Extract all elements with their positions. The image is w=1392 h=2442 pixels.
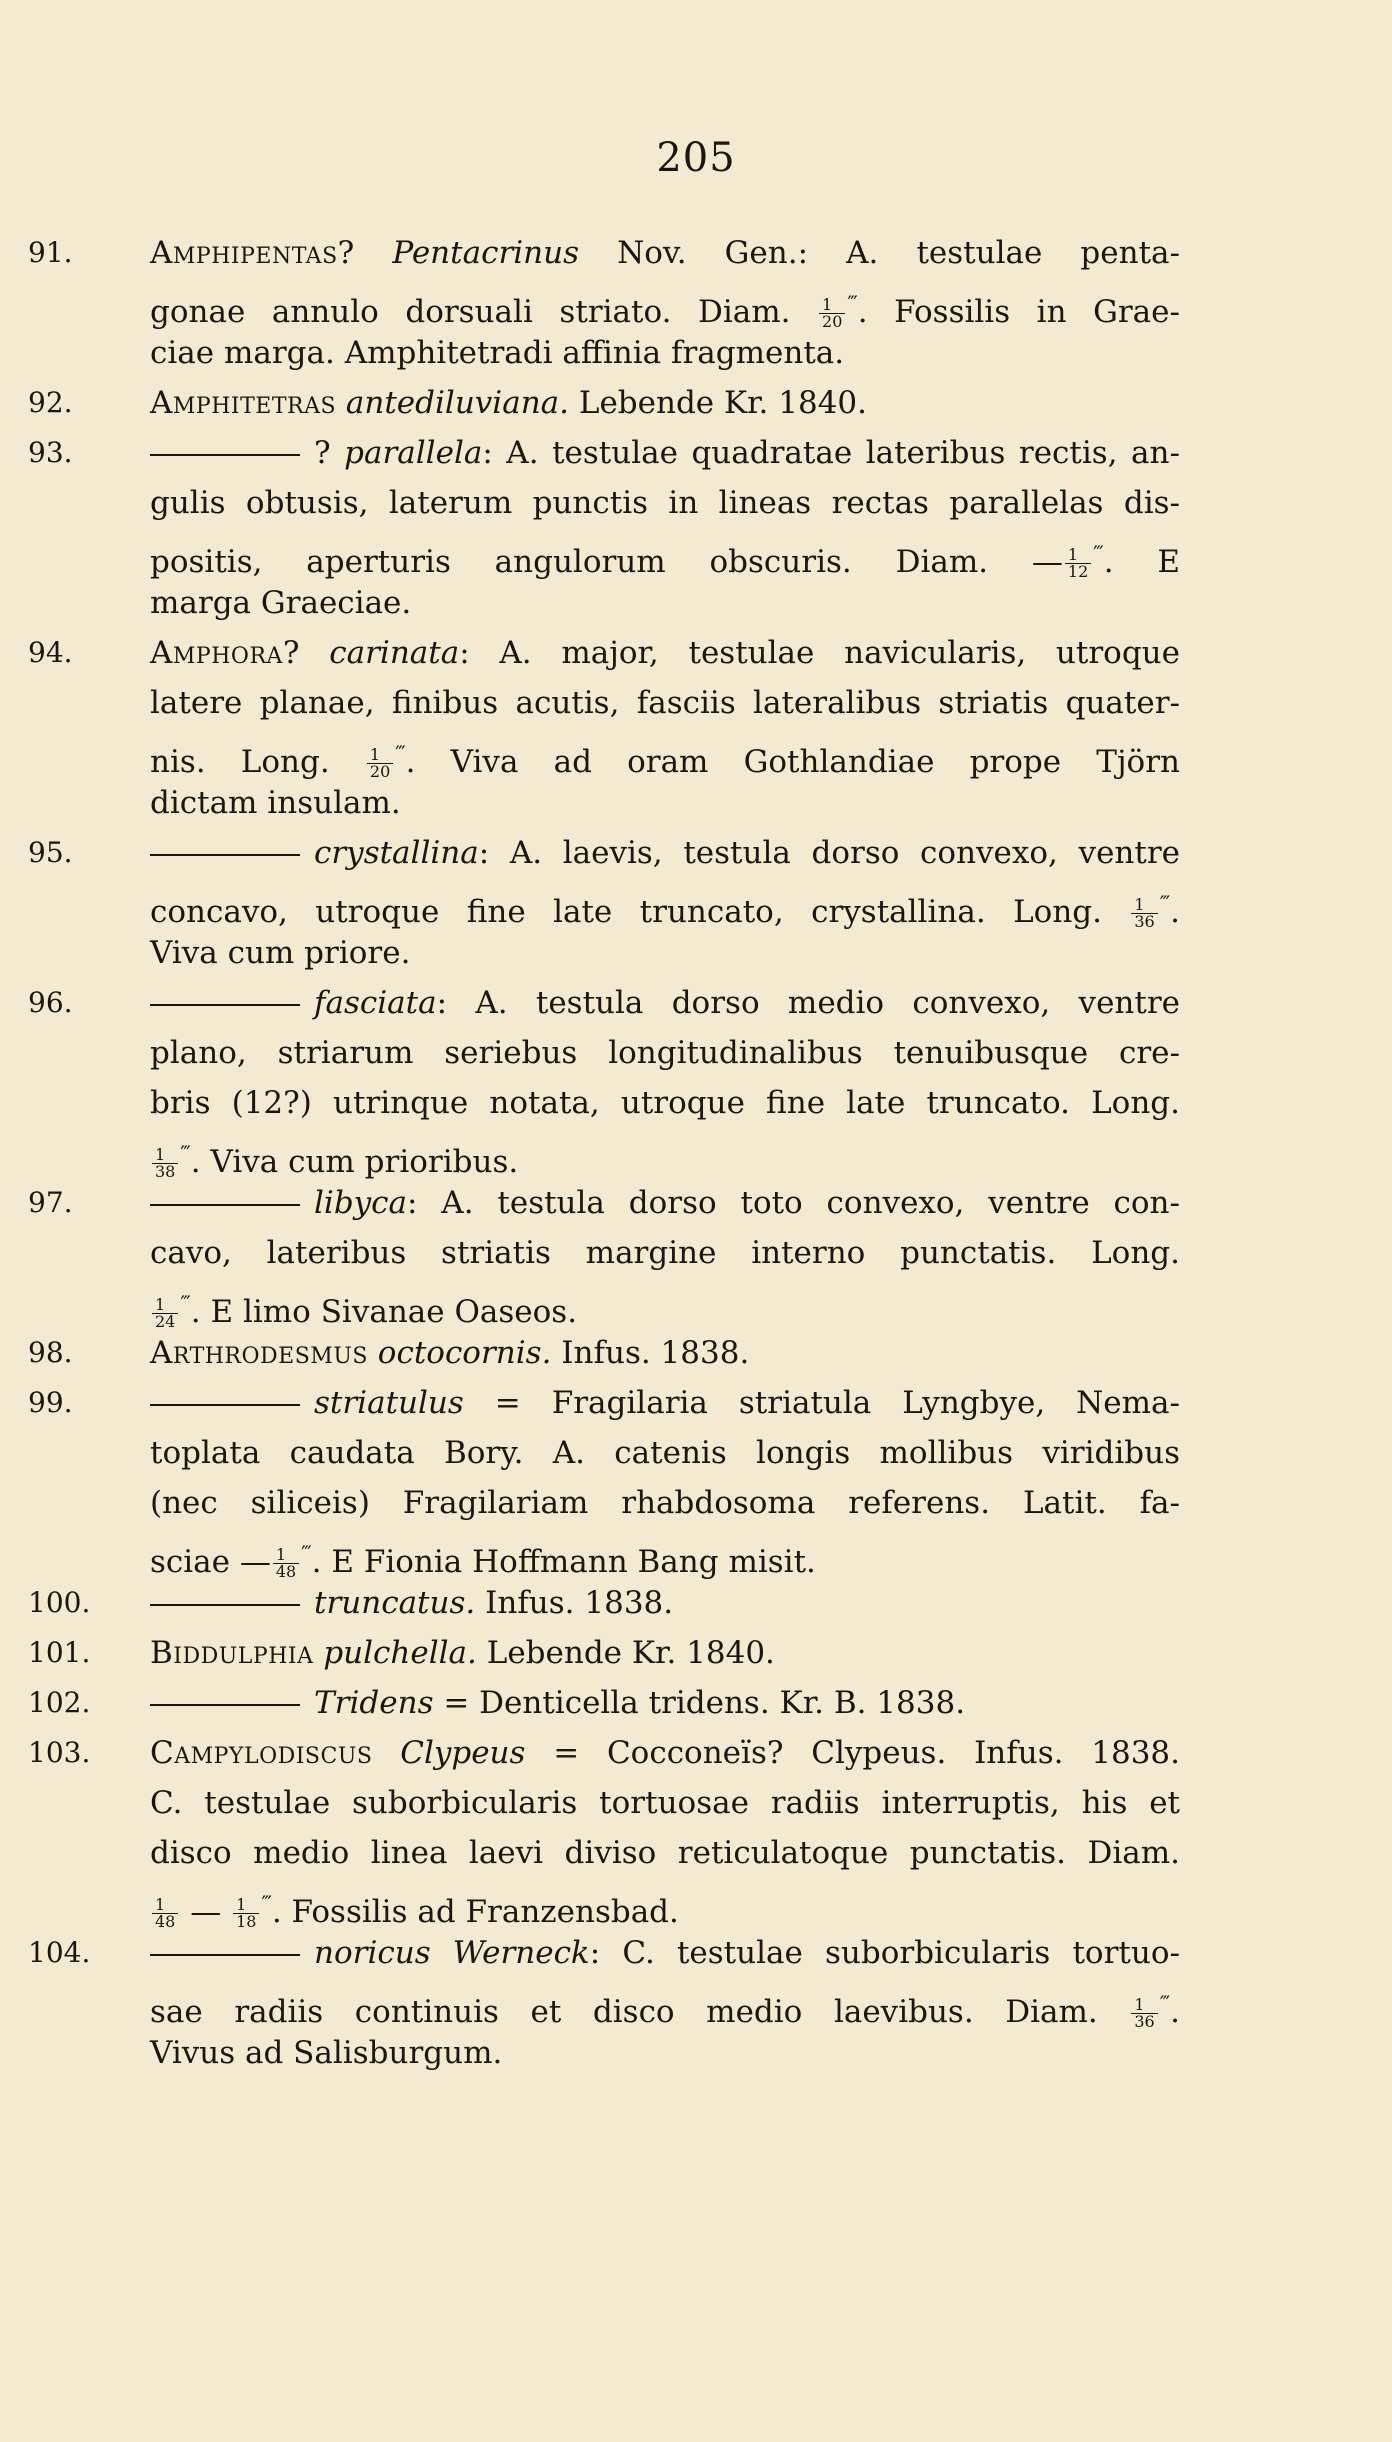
- fraction: [367, 747, 393, 780]
- text-run: (nec siliceis) Fragilariam rhabdosoma referens. Latit. fa-: [150, 1485, 1180, 1521]
- entry-text: [150, 1728, 1180, 1931]
- text-line: [150, 1828, 1180, 1878]
- fraction: [1131, 1997, 1157, 2030]
- text-line: [150, 1328, 1180, 1378]
- text-line: [150, 328, 1180, 378]
- entry-number: 104.: [28, 1936, 91, 1969]
- text-line: [150, 878, 1180, 931]
- line-unit-mark: ‴: [180, 1291, 191, 1315]
- entry: [0, 1928, 1392, 2078]
- entry: [0, 1628, 1392, 1678]
- entry-number: 103.: [28, 1736, 91, 1769]
- text-run: Infus. 1838.: [551, 1335, 750, 1371]
- species-name: Pentacrinus: [392, 235, 580, 271]
- text-run: = Denticella tridens. Kr. B. 1838.: [433, 1685, 966, 1721]
- text-run: gonae annulo dorsuali striato. Diam.: [150, 294, 818, 330]
- entry-number: 93.: [28, 436, 73, 469]
- line-unit-mark: ‴: [847, 291, 858, 315]
- fraction-denominator: 38: [155, 1162, 176, 1181]
- entry-text: [150, 1928, 1180, 2078]
- fraction: [1065, 547, 1091, 580]
- text-line: [150, 1278, 1180, 1331]
- fraction-denominator: 20: [822, 312, 843, 331]
- fraction-denominator: 18: [236, 1912, 257, 1931]
- text-run: : A. testula dorso medio convexo, ventre: [436, 985, 1180, 1021]
- genus-name: Campylodiscus: [150, 1735, 373, 1771]
- text-line: [150, 1878, 1180, 1931]
- fraction-numerator: 1: [1131, 897, 1157, 914]
- fraction-denominator: 12: [1067, 562, 1089, 581]
- text-run: . Fossilis in Grae-: [857, 294, 1180, 330]
- text-line: [150, 928, 1180, 978]
- ditto-rule: [150, 1954, 300, 1956]
- fraction: [152, 1147, 178, 1180]
- text-line: [150, 728, 1180, 781]
- ditto-rule: [150, 454, 300, 456]
- entry-text: [150, 1378, 1180, 1581]
- ditto-rule: [150, 1004, 300, 1006]
- text-run: Infus. 1838.: [475, 1585, 674, 1621]
- text-run: . E Fionia Hoffmann Bang misit.: [311, 1544, 816, 1580]
- page-number: 205: [656, 135, 736, 181]
- text-run: : A. testulae quadratae lateribus rectis, an-: [482, 435, 1180, 471]
- entry: [0, 1178, 1392, 1331]
- line-unit-mark: ‴: [301, 1541, 312, 1565]
- text-run: . E limo Sivanae Oaseos.: [190, 1294, 578, 1330]
- fraction-numerator: 1: [233, 1897, 259, 1914]
- genus-name: Amphipentas: [150, 235, 338, 271]
- species-name: crystallina: [314, 835, 479, 871]
- entry-number: 100.: [28, 1586, 91, 1619]
- entry: [0, 1578, 1392, 1628]
- text-line: [150, 378, 1180, 428]
- line-unit-mark: ‴: [261, 1891, 272, 1915]
- text-line: [150, 1728, 1180, 1778]
- text-run: : C. testulae suborbicularis tortuo-: [589, 1935, 1180, 1971]
- text-run: Lebende Kr. 1840.: [569, 385, 868, 421]
- text-line: [150, 1378, 1180, 1428]
- line-unit-mark: ‴: [180, 1141, 191, 1165]
- entry-text: [150, 228, 1180, 378]
- entry-text: [150, 828, 1180, 978]
- text-run: [372, 1735, 400, 1771]
- text-line: [150, 678, 1180, 728]
- species-name: octocornis.: [377, 1335, 552, 1371]
- species-name: carinata: [329, 635, 460, 671]
- fraction-denominator: 48: [155, 1912, 176, 1931]
- fraction: [152, 1297, 178, 1330]
- ditto-rule: [150, 854, 300, 856]
- text-line: [150, 1078, 1180, 1128]
- text-line: [150, 1778, 1180, 1828]
- entry: [0, 1378, 1392, 1581]
- line-unit-mark: ‴: [1093, 541, 1104, 565]
- fraction-numerator: 1: [273, 1547, 299, 1564]
- text-run: . Fossilis ad Franzensbad.: [271, 1894, 679, 1930]
- text-line: [150, 278, 1180, 331]
- text-run: concavo, utroque fine late truncato, crystallina. Long.: [150, 894, 1130, 930]
- text-line: [150, 1528, 1180, 1581]
- text-line: [150, 828, 1180, 878]
- entry: [0, 378, 1392, 428]
- text-run: toplata caudata Bory. A. catenis longis mollibus viridibus: [150, 1435, 1180, 1471]
- entry-text: [150, 378, 1180, 428]
- text-run: marga Graeciae.: [150, 585, 412, 621]
- entry-number: 95.: [28, 836, 73, 869]
- text-run: disco medio linea laevi diviso reticulatoque punctatis. Diam.: [150, 1835, 1180, 1871]
- text-line: [150, 1428, 1180, 1478]
- genus-name: Biddulphia: [150, 1635, 314, 1671]
- entry-text: [150, 978, 1180, 1181]
- fraction-denominator: 48: [275, 1562, 297, 1581]
- species-name: striatulus: [314, 1385, 464, 1421]
- fraction-numerator: 1: [1065, 547, 1091, 564]
- ditto-rule: [150, 1404, 300, 1406]
- fraction-numerator: 1: [152, 1897, 178, 1914]
- text-run: Lebende Kr. 1840.: [476, 1635, 775, 1671]
- fraction-denominator: 36: [1134, 2012, 1155, 2031]
- text-run: .: [1170, 1994, 1180, 2030]
- text-run: positis, aperturis angulorum obscuris. Diam. —: [150, 544, 1063, 580]
- entry: [0, 1678, 1392, 1728]
- text-line: [150, 2028, 1180, 2078]
- entry-text: [150, 628, 1180, 828]
- text-line: [150, 1478, 1180, 1528]
- text-run: [336, 385, 346, 421]
- text-run: sciae —: [150, 1544, 271, 1580]
- text-run: plano, striarum seriebus longitudinalibus tenuibusque cre-: [150, 1035, 1180, 1071]
- species-name: parallela: [344, 435, 483, 471]
- entry: [0, 428, 1392, 628]
- fraction: [233, 1897, 259, 1930]
- text-run: [313, 1635, 323, 1671]
- entry: [0, 1728, 1392, 1931]
- fraction-denominator: 24: [155, 1312, 176, 1331]
- text-run: : A. testula dorso toto convexo, ventre con-: [407, 1185, 1180, 1221]
- fraction-numerator: 1: [819, 297, 845, 314]
- text-line: [150, 478, 1180, 528]
- entry-text: [150, 428, 1180, 628]
- entry-number: 94.: [28, 636, 73, 669]
- entry-number: 101.: [28, 1636, 91, 1669]
- species-name: truncatus.: [314, 1585, 476, 1621]
- line-unit-mark: ‴: [1159, 1991, 1171, 2015]
- entry: [0, 628, 1392, 828]
- text-line: [150, 228, 1180, 278]
- entry-number: 96.: [28, 986, 73, 1019]
- text-line: [150, 1928, 1180, 1978]
- text-line: [150, 978, 1180, 1028]
- species-name: fasciata: [314, 985, 437, 1021]
- entry-number: 97.: [28, 1186, 73, 1219]
- text-run: . Viva cum prioribus.: [190, 1144, 519, 1180]
- entry-text: [150, 1678, 1180, 1728]
- text-run: dictam insulam.: [150, 785, 401, 821]
- text-line: [150, 1128, 1180, 1181]
- fraction-numerator: 1: [152, 1147, 178, 1164]
- fraction-numerator: 1: [152, 1297, 178, 1314]
- species-name: antediluviana.: [345, 385, 569, 421]
- text-run: gulis obtusis, laterum punctis in lineas rectas parallelas dis-: [150, 485, 1180, 521]
- fraction: [1131, 897, 1157, 930]
- species-name: Clypeus: [400, 1735, 526, 1771]
- species-name: pulchella.: [323, 1635, 477, 1671]
- fraction-numerator: 1: [1131, 1997, 1157, 2014]
- entry: [0, 1328, 1392, 1378]
- entry-text: [150, 1628, 1180, 1678]
- text-run: cavo, lateribus striatis margine interno punctatis. Long.: [150, 1235, 1180, 1271]
- entry-list: [0, 228, 1392, 2078]
- entry: [0, 828, 1392, 978]
- species-name: libyca: [314, 1185, 408, 1221]
- text-run: : A. laevis, testula dorso convexo, ventre: [478, 835, 1180, 871]
- text-run: . Viva ad oram Gothlandiae prope Tjörn: [405, 744, 1180, 780]
- text-run: bris (12?) utrinque notata, utroque fine late truncato. Long.: [150, 1085, 1180, 1121]
- line-unit-mark: ‴: [1159, 891, 1171, 915]
- entry-number: 92.: [28, 386, 73, 419]
- entry-number: 98.: [28, 1336, 73, 1369]
- fraction: [819, 297, 845, 330]
- text-line: [150, 578, 1180, 628]
- fraction: [152, 1897, 178, 1930]
- text-run: : A. major, testulae navicularis, utroque: [459, 635, 1180, 671]
- text-run: nis. Long.: [150, 744, 365, 780]
- text-run: = Cocconeïs? Clypeus. Infus. 1838.: [525, 1735, 1180, 1771]
- text-line: [150, 1578, 1180, 1628]
- ditto-rule: [150, 1604, 300, 1606]
- genus-name: Arthrodesmus: [150, 1335, 368, 1371]
- text-line: [150, 1628, 1180, 1678]
- entry-text: [150, 1328, 1180, 1378]
- genus-name: Amphitetras: [150, 385, 337, 421]
- line-unit-mark: ‴: [395, 741, 406, 765]
- fraction-denominator: 20: [369, 762, 391, 781]
- entry: [0, 978, 1392, 1181]
- text-line: [150, 778, 1180, 828]
- entry-number: 91.: [28, 236, 73, 269]
- text-line: [150, 528, 1180, 581]
- text-line: [150, 1228, 1180, 1278]
- species-name: Tridens: [314, 1685, 434, 1721]
- text-run: Nov. Gen.: A. testulae penta-: [579, 235, 1180, 271]
- text-run: = Fragilaria striatula Lyngbye, Nema-: [463, 1385, 1180, 1421]
- text-run: .: [1170, 894, 1180, 930]
- fraction-numerator: 1: [367, 747, 393, 764]
- genus-name: Amphora: [150, 635, 283, 671]
- entry-number: 102.: [28, 1686, 91, 1719]
- species-name: noricus Werneck: [314, 1935, 590, 1971]
- text-run: [368, 1335, 378, 1371]
- text-run: sae radiis continuis et disco medio laevibus. Diam.: [150, 1994, 1130, 2030]
- text-run: —: [180, 1894, 232, 1930]
- entry-text: [150, 1178, 1180, 1331]
- text-line: [150, 1028, 1180, 1078]
- text-line: [150, 628, 1180, 678]
- text-run: ?: [314, 435, 345, 471]
- text-line: [150, 1178, 1180, 1228]
- text-run: C. testulae suborbicularis tortuosae radiis interruptis, his et: [150, 1785, 1180, 1821]
- text-line: [150, 1978, 1180, 2031]
- text-line: [150, 428, 1180, 478]
- text-run: . E: [1103, 544, 1180, 580]
- entry-number: 99.: [28, 1386, 73, 1419]
- text-run: Vivus ad Salisburgum.: [150, 2035, 503, 2071]
- text-line: [150, 1678, 1180, 1728]
- text-run: ?: [337, 235, 393, 271]
- fraction-denominator: 36: [1134, 912, 1155, 931]
- text-run: Viva cum priore.: [150, 935, 411, 971]
- text-run: latere planae, finibus acutis, fasciis lateralibus striatis quater-: [150, 685, 1180, 721]
- entry-text: [150, 1578, 1180, 1628]
- ditto-rule: [150, 1704, 300, 1706]
- entry: [0, 228, 1392, 378]
- ditto-rule: [150, 1204, 300, 1206]
- fraction: [273, 1547, 299, 1580]
- text-run: ciae marga. Amphitetradi affinia fragmenta.: [150, 335, 845, 371]
- text-run: ?: [282, 635, 330, 671]
